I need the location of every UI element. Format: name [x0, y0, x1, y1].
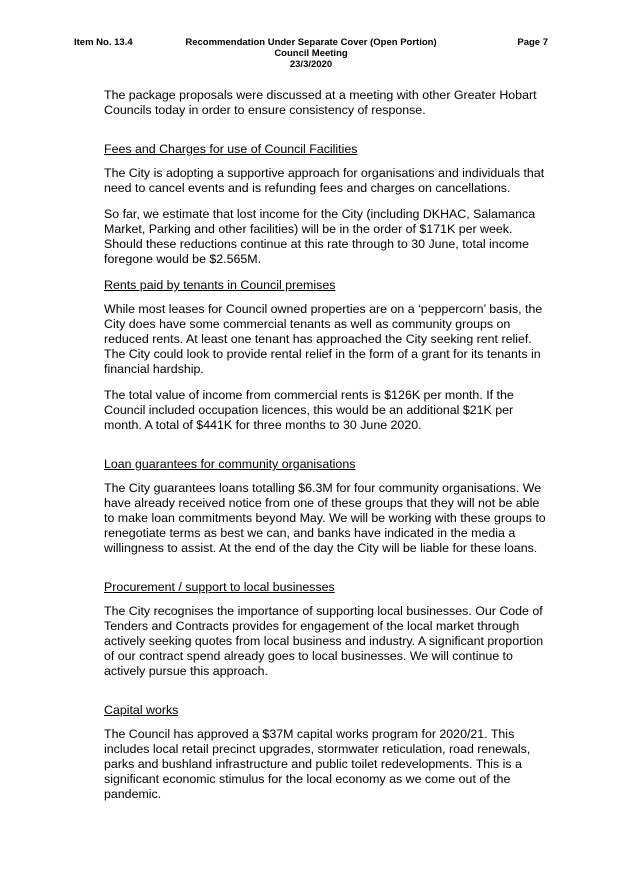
header-meeting: Council Meeting: [274, 48, 348, 59]
document-body: [104, 88, 552, 802]
capital-works-paragraph-1: The Council has approved a $37M capital works program for 2020/21. This includes local retail precinct upgrades, stormwater reticulation, road renewals, parks and bushland infrastructure and public toilet redevelopments. This is a significant economic stimulus for the local economy as we come out of the pandemic.: [104, 727, 531, 801]
rents-heading: Rents paid by tenants in Council premises: [104, 278, 336, 292]
header-item-no: Item No. 13.4: [74, 37, 133, 48]
loans-heading: Loan guarantees for community organisations: [104, 457, 356, 471]
loans-paragraph-1: The City guarantees loans totalling $6.3M for four community organisations. We have already received notice from one of these groups that they will not be able to make loan commitments beyond May. We will be working with these groups to renegotiate terms as best we can, and banks have indicated in the media a willingness to assist. At the end of the day the City will be liable for these loans.: [104, 481, 546, 555]
procurement-paragraph-1: The City recognises the importance of supporting local businesses. Our Code of Tenders and Contracts provides for engagement of the local market through actively seeking quotes from local business and industry. A significant proportion of our contract spend already goes to local businesses. We will continue to actively pursue this approach.: [104, 604, 544, 678]
intro-paragraph: The package proposals were discussed at a meeting with other Greater Hobart Councils today in order to ensure consistency of response.: [104, 88, 537, 117]
fees-paragraph-1: The City is adopting a supportive approach for organisations and individuals that need to cancel events and is refunding fees and charges on cancellations.: [104, 166, 545, 195]
rents-paragraph-2: The total value of income from commercial rents is $126K per month. If the Council included occupation licences, this would be an additional $21K per month. A total of $441K for three months to 30 June 2020.: [104, 388, 514, 432]
page-header: [74, 37, 548, 77]
procurement-heading: Procurement / support to local businesses: [104, 580, 335, 594]
rents-paragraph-1: While most leases for Council owned properties are on a ‘peppercorn’ basis, the City does have some commercial tenants as well as community groups on reduced rents. At least one tenant has approached the City seeking rent relief. The City could look to provide rental relief in the form of a grant for its tenants in financial hardship.: [104, 302, 543, 376]
fees-heading: Fees and Charges for use of Council Facilities: [104, 142, 358, 156]
capital-works-heading: Capital works: [104, 703, 179, 717]
header-title: Recommendation Under Separate Cover (Open Portion): [185, 37, 437, 48]
header-date: 23/3/2020: [289, 59, 333, 70]
header-page-number: Page 7: [517, 37, 548, 48]
header-title-block: [74, 37, 548, 70]
fees-paragraph-2: So far, we estimate that lost income for the City (including DKHAC, Salamanca Market, Parking and other facilities) will be in the order of $171K per week. Should these reductions continue at this rate through to 30 June, total income foregone would be $2.565M.: [104, 207, 536, 266]
